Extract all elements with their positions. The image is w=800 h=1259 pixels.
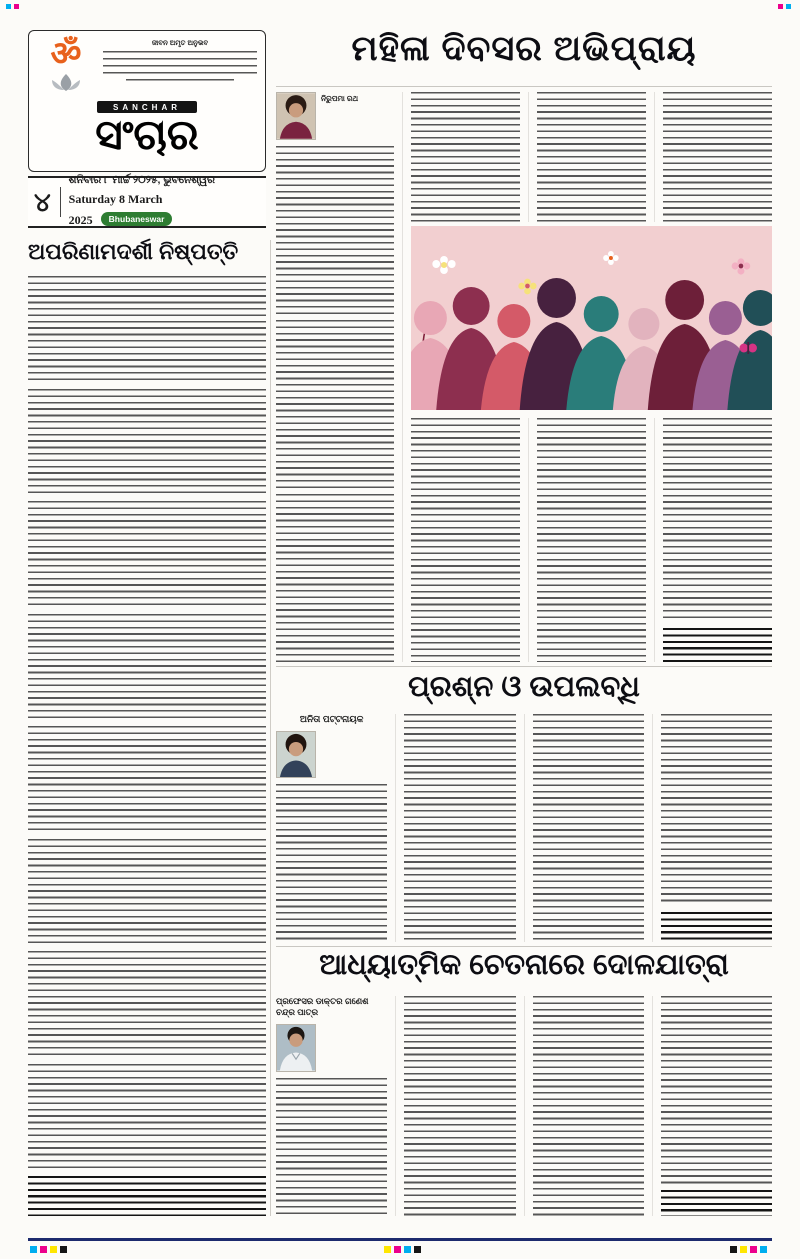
body-text-block (537, 418, 646, 662)
text-column (654, 92, 772, 222)
registration-marks-top-left (6, 4, 19, 9)
brand-title: ସଂଚାର (95, 113, 199, 159)
city-badge: Bhubaneswar (101, 212, 173, 226)
tagline-line (103, 65, 257, 69)
tagline-title: ଜୀବନ ଅମୃତ ଅନୁଭବ (151, 40, 209, 47)
body-text-block (663, 418, 772, 622)
left-article-title: ଅପରିଣାମଦର୍ଶୀ ନିଷ୍ପତ୍ତି (28, 239, 239, 264)
body-text-block (404, 996, 515, 1216)
date-bar (28, 176, 266, 228)
body-text-block (411, 92, 520, 222)
dola-title: ଆଧ୍ୟାତ୍ମିକ ଚେତନାରେ ଦୋଳଯାତ୍ରା (319, 949, 729, 981)
body-text-block (276, 1078, 387, 1216)
text-column (395, 714, 523, 942)
body-text-block (28, 726, 266, 832)
body-text-block (28, 389, 266, 495)
dola-author-photo (276, 1024, 316, 1072)
date-english: Saturday 8 March 2025 (68, 191, 163, 228)
text-column (411, 418, 528, 662)
body-text-block (533, 996, 644, 1216)
qna-article (276, 714, 772, 942)
text-column (528, 92, 654, 222)
masthead-tagline (103, 38, 257, 98)
contact-text-block (661, 1190, 772, 1216)
tagline-line (103, 51, 257, 55)
body-text-block (276, 320, 394, 488)
body-text-block (276, 146, 394, 314)
text-column (276, 714, 395, 942)
brand-banner: SANCHAR (97, 101, 197, 113)
om-icon: ॐ (50, 36, 82, 73)
qna-author-photo (276, 731, 316, 779)
women-illustration (411, 226, 772, 410)
body-text-block (28, 1064, 266, 1170)
contact-text-block (661, 912, 772, 942)
body-text-block (661, 996, 772, 1184)
body-text-block (28, 614, 266, 720)
body-text-block (28, 951, 266, 1057)
lead-author-photo (276, 92, 316, 140)
section-rule (276, 666, 772, 667)
text-column (524, 714, 652, 942)
section-rule (276, 946, 772, 947)
lead-bottom-columns (411, 418, 772, 662)
registration-marks-bottom-center (384, 1246, 421, 1253)
om-logo (37, 38, 95, 98)
dola-author-name: ପ୍ରଫେସର ଡାକ୍ତର ଗଣେଶ ଚନ୍ଦ୍ର ପାତ୍ର (276, 996, 369, 1018)
body-text-block (537, 92, 646, 222)
page-number: ୪ (30, 187, 61, 217)
lead-first-column (276, 92, 403, 662)
body-text-block (404, 714, 515, 942)
tagline-line (103, 58, 257, 62)
date-odia: ଶନିବାର ୮ ମାର୍ଚ୍ଚ ୨୦୨୫, ଭୁବନେଶ୍ୱର (68, 174, 216, 187)
text-column (652, 714, 772, 942)
lead-top-columns (411, 92, 772, 222)
text-column (395, 996, 523, 1216)
registration-marks-bottom-right (730, 1246, 767, 1253)
section-rule (276, 86, 772, 87)
body-text-block (28, 839, 266, 945)
body-text-block (276, 494, 394, 662)
dola-article (276, 996, 772, 1216)
body-text-block (28, 501, 266, 607)
body-text-block (28, 276, 266, 382)
tagline-line (126, 79, 234, 83)
qna-author-name: ଅନିତା ପଟ୍ଟନାୟକ (299, 714, 364, 724)
registration-marks-bottom-left (30, 1246, 67, 1253)
registration-marks-top-right (778, 4, 791, 9)
text-column (276, 996, 395, 1216)
footer-rule (28, 1238, 772, 1241)
body-text-block (276, 784, 387, 942)
lead-article-title: ମହିଳା ଦିବସର ଅଭିପ୍ରାୟ (351, 29, 697, 68)
body-text-block (661, 714, 772, 906)
left-article-body (28, 276, 266, 1216)
lead-author-name: ନିରୁପମା ରଥ (321, 94, 359, 103)
text-column (528, 418, 654, 662)
contact-text-block (28, 1176, 266, 1216)
body-text-block (663, 92, 772, 222)
masthead (28, 30, 266, 172)
text-column (411, 92, 528, 222)
text-column (652, 996, 772, 1216)
contact-text-block (663, 628, 772, 662)
text-column (654, 418, 772, 662)
tagline-line (103, 72, 257, 76)
lead-article (276, 92, 772, 662)
text-column (524, 996, 652, 1216)
body-text-block (533, 714, 644, 942)
qna-title: ପ୍ରଶ୍ନ ଓ ଉପଲବ୍ଧି (408, 671, 640, 703)
lotus-hands-icon (46, 72, 86, 92)
body-text-block (411, 418, 520, 662)
column-divider (270, 240, 271, 1216)
